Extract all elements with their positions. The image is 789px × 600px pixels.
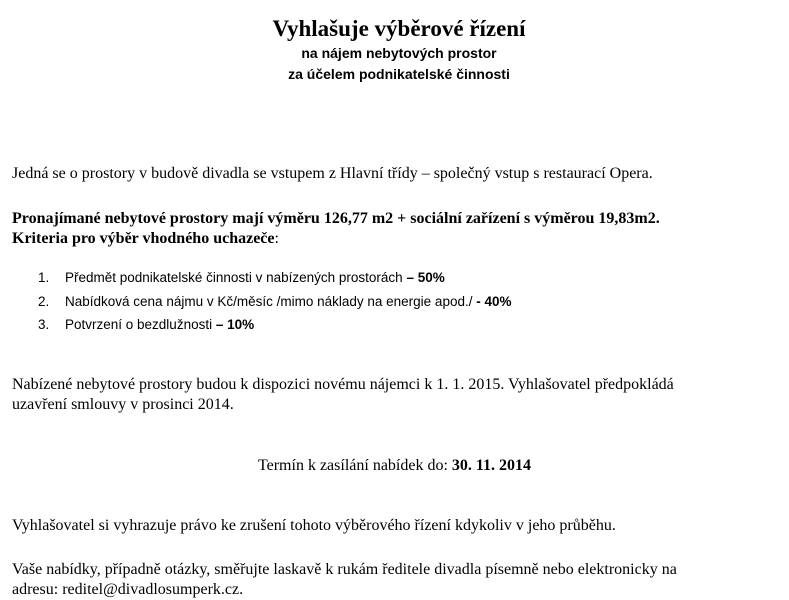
area-statement: Pronajímané nebytové prostory mají výměru 126,77 m2 + sociální zařízení s výměrou 19,83m2. [12, 210, 660, 227]
availability-line-1: Nabízené nebytové prostory budou k dispozici novému nájemci k 1. 1. 2015. Vyhlašovatel předpokládá [12, 376, 674, 393]
contact-prefix: adresu: [12, 581, 63, 598]
contact-suffix: . [239, 581, 244, 598]
criteria-item-text: Potvrzení o bezdlužnosti [65, 317, 216, 332]
criteria-item-text: Nabídková cena nájmu v Kč/měsíc /mimo náklady na energie apod./ [65, 293, 477, 309]
criteria-item-text: Předmět podnikatelské činnosti v nabízených prostorách [65, 270, 407, 285]
criteria-heading-line [12, 229, 279, 249]
deadline-label: Termín k zasílání nabídek do: [257, 457, 452, 474]
document-title: Vyhlašuje výběrové řízení [272, 16, 526, 41]
contact-line-1: Vaše nabídky, případně otázky, směřujte laskavě k rukám ředitele divadla písemně nebo elektronicky na [12, 561, 677, 578]
deadline [0, 456, 789, 476]
criteria-heading: Kriteria pro výběr vhodného uchazeče [12, 230, 275, 247]
criteria-item-number: 1. [38, 270, 50, 285]
criteria-item [38, 313, 512, 337]
criteria-heading-colon: : [274, 230, 279, 247]
deadline-date: 30. 11. 2014 [451, 457, 532, 474]
subtitle-line-1: na nájem nebytových prostor [301, 45, 497, 61]
criteria-item-weight: - 40% [476, 293, 512, 309]
reservation-paragraph: Vyhlašovatel si vyhrazuje právo ke zrušení tohoto výběrového řízení kdykoliv v jeho průběhu. [12, 517, 616, 534]
criteria-item [38, 266, 512, 290]
availability-line-2: uzavření smlouvy v prosinci 2014. [12, 396, 234, 413]
intro-paragraph: Jedná se o prostory v budově divadla se vstupem z Hlavní třídy – společný vstup s restaurací Opera. [12, 165, 653, 182]
criteria-list [38, 266, 512, 337]
contact-line-2 [12, 580, 243, 600]
contact-email-link[interactable]: reditel@divadlosumperk.cz [62, 581, 240, 598]
criteria-item-weight: – 10% [215, 317, 255, 332]
criteria-item [38, 290, 512, 314]
criteria-item-number: 3. [38, 317, 50, 332]
subtitle-line-2: za účelem podnikatelské činnosti [288, 66, 510, 82]
criteria-item-number: 2. [38, 293, 50, 309]
criteria-item-weight: – 50% [406, 270, 445, 285]
